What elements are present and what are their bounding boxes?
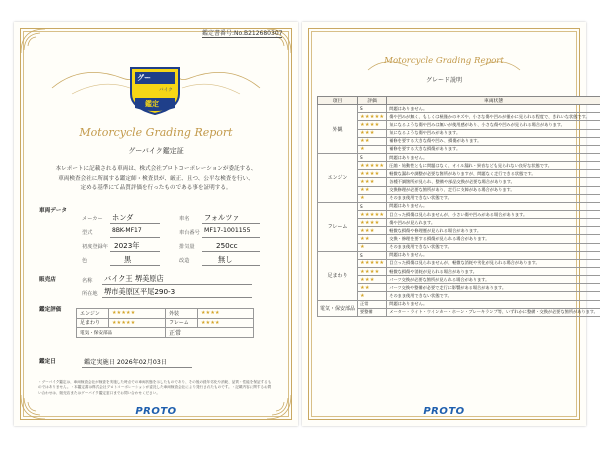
grade-row xyxy=(318,300,600,308)
grade-level: 要整備 xyxy=(358,308,387,316)
grade-description: 問題はありません。 xyxy=(387,202,600,210)
model-value: 8BK-MF17 xyxy=(112,227,142,234)
grade-category: エンジン xyxy=(318,154,358,203)
inspection-date: 鑑定実施日 2026年02月03日 xyxy=(84,359,167,366)
grade-row xyxy=(318,284,600,292)
date-section-label: 鑑定日 xyxy=(39,359,56,365)
grade-category: フレーム xyxy=(318,202,358,251)
grade-description: 軽微な損傷や消耗が見られる場合があります。 xyxy=(387,268,600,276)
grade-row xyxy=(318,202,600,210)
grade-description: 軽微な漏れや調整が必要な箇所がありますが、問題なく走行できる状態です。 xyxy=(387,170,600,178)
certificate-number: 鑑定書番号:No.B212680307 xyxy=(202,30,283,37)
report-subtitle: グーバイク鑑定証 xyxy=(128,147,184,155)
grade-description: メーター・ライト・ウインカー・ホーン・ブレーキランプ等、いずれかに整備・交換が必要な箇所があります。 xyxy=(387,308,600,316)
grade-row xyxy=(318,227,600,235)
suspension-stars: ★★★★★ xyxy=(109,318,166,328)
grade-level: ★★★★ xyxy=(358,268,387,276)
grade-level: ★ xyxy=(358,194,387,202)
grade-row xyxy=(318,276,600,284)
grade-level: ★★ xyxy=(358,235,387,243)
evaluation-row: 足まわり ★★★★★ フレーム ★★★★ xyxy=(77,318,254,328)
grade-row xyxy=(318,129,600,137)
grade-level: ★★★★★ xyxy=(358,211,387,219)
proto-logo: PROTO xyxy=(135,406,177,417)
shop-address-label: 所在地 xyxy=(82,291,98,297)
grade-level: ★★★★ xyxy=(358,121,387,129)
grade-row xyxy=(318,105,600,113)
proto-logo: PROTO xyxy=(423,406,465,417)
grade-description: 各種不調箇所が見られ、整備や部品交換が必要な場合があります。 xyxy=(387,178,600,186)
evaluation-section-label: 鑑定評価 xyxy=(39,307,62,313)
badge-side-text: バイク xyxy=(159,88,173,93)
grade-description: 補修を要する大きな傷や凹み、損傷があります。 xyxy=(387,137,600,145)
grade-level: ★ xyxy=(358,145,387,153)
grade-level: ★★★★★ xyxy=(358,259,387,267)
grade-description: 目立った損傷は見られませんが、小さい傷や凹みがある場合があります。 xyxy=(387,211,600,219)
badge-top-text: グー xyxy=(137,74,151,82)
grade-level: ★★★★ xyxy=(358,170,387,178)
grade-level: ★★★ xyxy=(358,178,387,186)
grade-table-header: 項目 評価 車両状態 xyxy=(318,97,600,105)
grade-row xyxy=(318,162,600,170)
grade-description: 目立った損傷は見られませんが、軽微な消耗や劣化が見られる場合があります。 xyxy=(387,259,600,267)
grade-row xyxy=(318,235,600,243)
grade-row xyxy=(318,292,600,300)
grade-row xyxy=(318,121,600,129)
color-value: 黒 xyxy=(124,255,132,264)
badge-main-text: 鑑定 xyxy=(145,100,159,108)
name-label: 車名 xyxy=(179,216,190,222)
intro-text: 本レポートに記載される車両は、株式会社プロトコーポレーションが委託する、 車両検査会社に所属する鑑定師・検査員が、厳正、且つ、公平な検査を行い、 定める基準にて品質評価を行ったものである事を証明する。 xyxy=(55,166,257,192)
shop-name-label: 名称 xyxy=(82,278,93,284)
displacement-value: 250cc xyxy=(216,241,238,250)
grade-row xyxy=(318,268,600,276)
grade-row xyxy=(318,178,600,186)
grade-level: S xyxy=(358,251,387,259)
grade-description: 補修を要する大きな損傷があります。 xyxy=(387,145,600,153)
grade-description: 気になるような傷や凹みは無いが使用感があり、小さな傷や凹みが見られる場合があります。 xyxy=(387,121,600,129)
grade-level: S xyxy=(358,202,387,210)
frame-value: MF17-1001155 xyxy=(204,227,251,234)
maker-value: ホンダ xyxy=(112,213,134,222)
grade-level: ★★ xyxy=(358,284,387,292)
grade-row xyxy=(318,259,600,267)
grade-description: そのまま使用できない状態です。 xyxy=(387,292,600,300)
displacement-label: 排気量 xyxy=(179,244,195,250)
grade-description: そのまま使用できない状態です。 xyxy=(387,194,600,202)
engine-stars: ★★★★★ xyxy=(109,309,166,319)
report-title: Motorcycle Grading Report xyxy=(384,56,504,66)
report-title: Motorcycle Grading Report xyxy=(79,126,233,139)
registration-value: 2023年 xyxy=(114,241,140,250)
grade-level: ★★ xyxy=(358,137,387,145)
shop-name-value: バイク王 堺美原店 xyxy=(104,274,164,283)
grade-explanation-page xyxy=(302,22,598,426)
grade-subtitle: グレード説明 xyxy=(425,77,462,84)
grade-description: 交換・修理を要する損傷が見られる場合があります。 xyxy=(387,235,600,243)
exterior-stars: ★★★★ xyxy=(198,309,254,319)
name-value: フォルツァ xyxy=(204,213,240,222)
footnote: ・グーバイク鑑定は、車両検査会社が検査を実施した時点での車両状態を示したものであり、その後の経年劣化や消耗、品質・性能を保証するものではありません。・本鑑定書は株式会社プロトコーポレーションが委託した車両検査会社により発行されたものです。・記載内容に関するお問い合わせは、販売店またはグーバイク鑑定窓口までお問い合わせください。 xyxy=(38,380,272,395)
shop-section-label: 販売店 xyxy=(39,277,56,283)
grade-level: ★★★ xyxy=(358,227,387,235)
grade-level: ★★★★★ xyxy=(358,162,387,170)
evaluation-table xyxy=(76,308,254,338)
vehicle-section-label: 車両データ xyxy=(39,208,67,214)
grade-row xyxy=(318,113,600,121)
grade-level: ★★★ xyxy=(358,276,387,284)
grade-description: 軽微な損傷や修理歴が見られる場合があります。 xyxy=(387,227,600,235)
frame-label: 車台番号 xyxy=(179,230,200,236)
grade-table-body xyxy=(318,105,600,317)
grade-level: ★ xyxy=(358,292,387,300)
grade-category: 電気・保安部品 xyxy=(318,300,358,316)
grade-description: 傷や凹みが見られます。 xyxy=(387,219,600,227)
grade-level: ★★ xyxy=(358,186,387,194)
grade-description: 圧縮・始動性ともに問題はなく、オイル漏れ・異音なども見られない良好な状態です。 xyxy=(387,162,600,170)
color-label: 色 xyxy=(82,258,88,264)
evaluation-row: 電気・保安部品 正常 xyxy=(77,328,254,338)
shop-address-value: 堺市美原区平尾290-3 xyxy=(104,287,176,296)
grade-description: 問題はありません。 xyxy=(387,251,600,259)
grade-table xyxy=(317,96,600,317)
grade-row xyxy=(318,194,600,202)
model-label: 型式 xyxy=(82,230,93,236)
grade-row xyxy=(318,145,600,153)
grade-level: S xyxy=(358,154,387,162)
grade-level: ★★★★ xyxy=(358,219,387,227)
modification-label: 改造 xyxy=(179,258,190,264)
maker-label: メーカー xyxy=(82,216,103,222)
electrical-status: 正常 xyxy=(166,328,254,338)
frame-stars: ★★★★ xyxy=(198,318,254,328)
grade-description: 問題はありません。 xyxy=(387,300,600,308)
grade-row xyxy=(318,219,600,227)
grade-category: 外観 xyxy=(318,105,358,154)
corner-ornament-icon xyxy=(20,28,46,54)
grade-category: 足まわり xyxy=(318,251,358,300)
modification-value: 無し xyxy=(218,255,233,264)
grade-level: S xyxy=(358,105,387,113)
grade-description: パーツ交換が必要な箇所が見られる場合があります。 xyxy=(387,276,600,284)
grade-row xyxy=(318,251,600,259)
grade-row xyxy=(318,186,600,194)
grade-level: ★★★ xyxy=(358,129,387,137)
grade-description: 気になるような傷や凹みがあります。 xyxy=(387,129,600,137)
evaluation-row: エンジン ★★★★★ 外装 ★★★★ xyxy=(77,309,254,319)
certificate-page xyxy=(14,22,298,426)
grade-description: 問題はありません。 xyxy=(387,154,600,162)
grade-row xyxy=(318,308,600,316)
grade-row xyxy=(318,211,600,219)
grade-level: ★ xyxy=(358,243,387,251)
registration-label: 初度登録年 xyxy=(82,244,108,250)
grade-row xyxy=(318,154,600,162)
grade-row xyxy=(318,170,600,178)
grade-row xyxy=(318,243,600,251)
grade-description: 問題はありません。 xyxy=(387,105,600,113)
grade-description: 傷や凹みが無く、もしくは極僅かのキズや、小さな傷や凹みが僅かに見られる程度で、きれいな状態です。 xyxy=(387,113,600,121)
grade-description: 交換修理が必要な箇所があり、走行に支障がある場合があります。 xyxy=(387,186,600,194)
grade-level: 正常 xyxy=(358,300,387,308)
grade-description: そのまま使用できない状態です。 xyxy=(387,243,600,251)
grade-level: ★★★★★ xyxy=(358,113,387,121)
grade-description: パーツ交換や整備が必要で走行に影響がある場合があります。 xyxy=(387,284,600,292)
grade-row xyxy=(318,137,600,145)
